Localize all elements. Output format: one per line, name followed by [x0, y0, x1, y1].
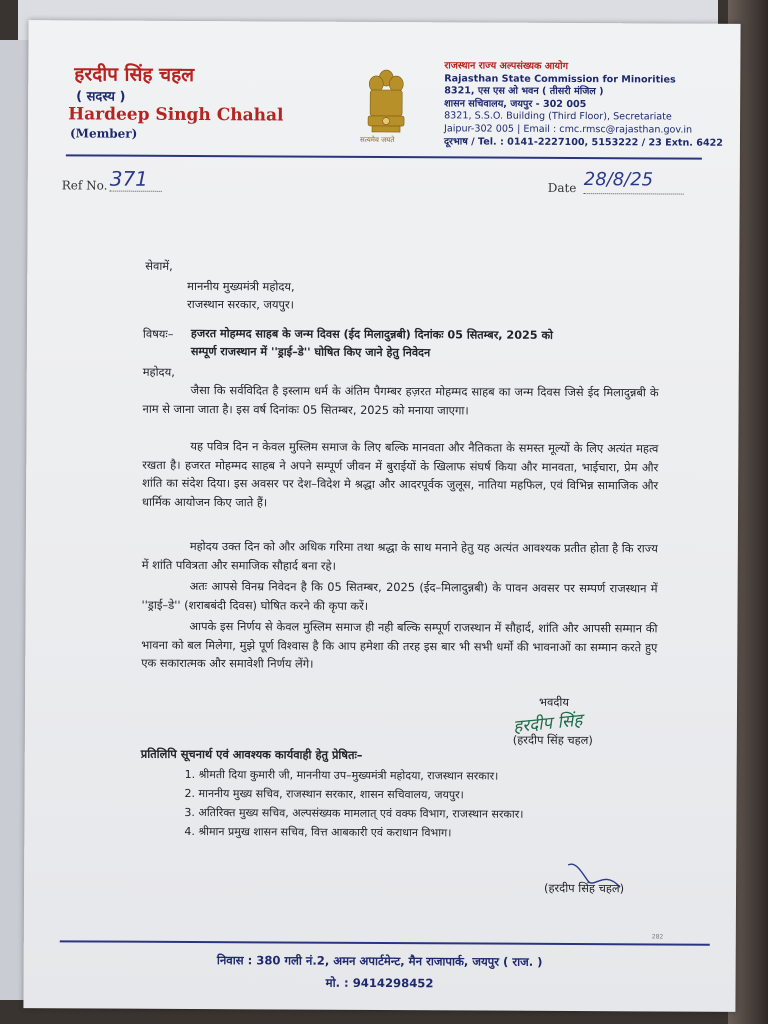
subject-line1: हजरत मोहम्मद साहब के जन्म दिवस (ईद मिलादुन्नबी) दिनांकः 05 सितम्बर, 2025 को [190, 326, 553, 342]
commission-name-hindi: राजस्थान राज्य अल्पसंख्यक आयोग [444, 60, 569, 72]
footer-mobile: मो. : 9414298452 [325, 975, 434, 991]
footer-residence: निवास : 380 गली नं.2, अमन अपार्टमेन्ट, मैन राजापार्क, जयपुर ( राज. ) [216, 953, 543, 969]
date-dotted-line [584, 193, 684, 195]
body-paragraph-1: जैसा कि सर्वविदित है इस्लाम धर्म के अंतिम पैगम्बर हज़रत मोहम्मद साहब का जन्म दिवस जिसे ईद मिलादुन्नबी के नाम से जाना जाता है। इस वर्ष दिनांकः 05 सितम्बर, 2025 को मनाया जाएगा। [142, 382, 659, 418]
address-english-line1: 8321, S.S.O. Building (Third Floor), Secretariate [444, 110, 672, 123]
telephone-line: दूरभाष / Tel. : 0141-2227100, 5153222 / 23 Extn. 6422 [443, 135, 724, 149]
cc-item: 2. माननीय मुख्य सचिव, राजस्थान सरकार, शासन सचिवालय, जयपुर। [184, 786, 464, 802]
ref-label: Ref No. [61, 178, 108, 193]
mahoday-salutation: महोदय, [142, 364, 175, 379]
addressee-line2: राजस्थान सरकार, जयपुर। [187, 296, 295, 312]
commission-name-english: Rajasthan State Commission for Minorities [444, 72, 676, 86]
cc-heading: प्रतिलिपि सूचनार्थ एवं आवश्यक कार्यवाही हेतु प्रेषितः– [140, 746, 363, 762]
bhavdiya-closing: भवदीय [538, 694, 570, 709]
body-paragraph-2: यह पवित्र दिन न केवल मुस्लिम समाज के लिए बल्कि मानवता और नैतिकता के समस्त मूल्यों के लिए अत्यंत महत्व रखता है। हजरत मोहम्मद साहब ने अपने सम्पूर्ण जीवन में बुराईयों के खिलाफ संघर्ष किया और मानवता, भाईचारा, प्रेम और शांति का संदेश दिया। इस अवसर पर देश–विदेश मे श्रद्धा और आदरपूर्वक जुलूस, नातिया महफिल, एवं विभिन्न सामाजिक और धार्मिक आयोजन किए जाते हैं। [142, 438, 659, 510]
body-paragraph-3: महोदय उक्त दिन को और अधिक गरिमा तथा श्रद्धा के साथ मनाने हेतु यह अत्यंत आवश्यक प्रतीत होता है कि राज्य में शांति पवित्रता और समाजिक सौहार्द बना रहे। [141, 538, 658, 573]
header-divider [66, 154, 702, 159]
member-role-english: (Member) [69, 126, 138, 141]
member-name-hindi: हरदीप सिंह चहल [74, 63, 195, 87]
cc-item: 3. अतिरिक्त मुख्य सचिव, अल्पसंख्यक मामलात् एवं वक्फ विभाग, राजस्थान सरकार। [184, 805, 524, 821]
ref-dotted-line [110, 191, 162, 192]
cc-item: 4. श्रीमान प्रमुख शासन सचिव, वित्त आबकारी एवं कराधान विभाग। [184, 824, 452, 840]
footer-divider [60, 940, 710, 945]
date-label: Date [547, 180, 577, 196]
signer-name: (हरदीप सिंह चहल) [512, 732, 593, 748]
date-value: 28/8/25 [583, 169, 654, 191]
cc-item: 1. श्रीमती दिया कुमारी जी, माननीया उप–मुख्यमंत्री महोदया, राजस्थान सरकार। [184, 767, 499, 783]
body-paragraph-4: अतः आपसे विनम्र निवेदन है कि 05 सितम्बर, 2025 (ईद–मिलादुन्नबी) के पावन अवसर पर सम्पर्ण राजस्थान में ''ड्राई–डे'' (शराबबंदी दिवस) घोषित करने की कृपा करें। [141, 578, 658, 613]
subject-line2: सम्पूर्ण राजस्थान में ''ड्राई–डे'' घोषित किए जाने हेतु निवेदन [190, 344, 431, 360]
handwritten-signature: हरदीप सिंह [512, 710, 584, 738]
address-hindi-line1: 8321, एस एस ओ भवन ( तीसरी मंजिल ) [444, 85, 604, 98]
ref-number: 371 [109, 166, 149, 191]
page-mark: 282 [651, 933, 664, 941]
member-role-hindi: ( सदस्य ) [76, 89, 126, 105]
address-hindi-line2: शासन सचिवालय, जयपुर - 302 005 [444, 98, 587, 110]
body-paragraph-5: आपके इस निर्णय से केवल मुस्लिम समाज ही नही बल्कि सम्पूर्ण राजस्थान में सौहार्द, शांति और आपसी सम्मान की भावना को बल मिलेगा, मुझे पूर्ण विश्वास है कि आप हमेशा की तरह इस बार भी सभी धर्मो की भावनाओं का सम्मान करते हुए एक सकारात्मक और समावेशी निर्णय लेंगे। [141, 618, 658, 671]
emblem-motto: सत्यमेव जयते [359, 135, 395, 145]
member-name-english: Hardeep Singh Chahal [68, 104, 284, 126]
letter-page [23, 20, 740, 1012]
cc-list [184, 765, 523, 843]
subject-label: विषयः– [142, 326, 174, 341]
salutation-sevame: सेवामें, [145, 258, 173, 273]
address-english-line2: Jaipur-302 005 | Email : cmc.rmsc@rajasthan.gov.in [443, 123, 693, 136]
addressee-line1: माननीय मुख्यमंत्री महोदय, [187, 278, 295, 294]
commission-address-block [444, 60, 724, 150]
cc-signer-name: (हरदीप सिंह चहल) [544, 880, 625, 896]
